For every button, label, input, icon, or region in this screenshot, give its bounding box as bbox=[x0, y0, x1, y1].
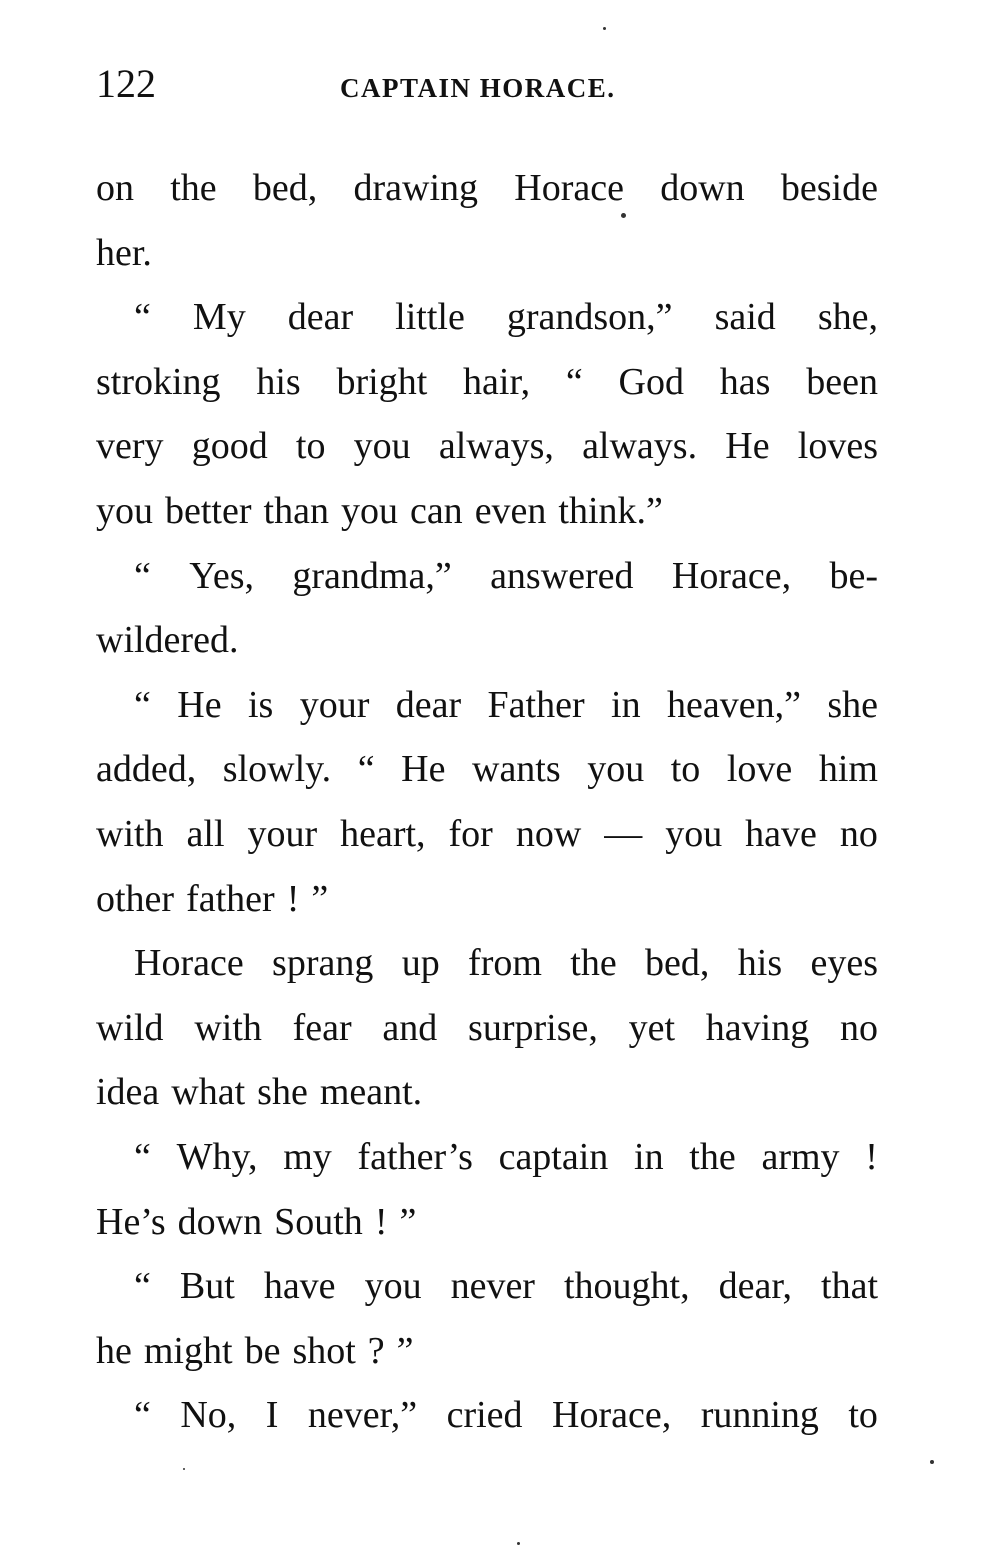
word: what bbox=[171, 1071, 246, 1114]
word: never,” bbox=[307, 1394, 418, 1437]
text-line bbox=[96, 673, 878, 738]
word: running bbox=[700, 1394, 819, 1437]
text-line bbox=[96, 996, 878, 1061]
text-line bbox=[96, 608, 878, 673]
text-line bbox=[96, 867, 878, 932]
word: even bbox=[474, 489, 547, 532]
text-line bbox=[96, 1060, 878, 1125]
word: captain bbox=[498, 1135, 609, 1178]
word: you bbox=[96, 489, 153, 532]
word: have bbox=[263, 1265, 336, 1308]
word: “ bbox=[134, 683, 151, 726]
word: sprang bbox=[272, 942, 374, 985]
word: be- bbox=[829, 554, 878, 597]
word: down bbox=[177, 1200, 263, 1243]
word: she bbox=[257, 1071, 308, 1114]
word: ! bbox=[865, 1135, 878, 1178]
word: she bbox=[827, 683, 878, 726]
word: But bbox=[179, 1265, 235, 1308]
word: good bbox=[191, 425, 268, 468]
word: wildered. bbox=[96, 619, 239, 662]
word: now bbox=[515, 812, 582, 855]
word: Horace, bbox=[552, 1394, 672, 1437]
word: down bbox=[660, 167, 745, 209]
text-line bbox=[96, 1125, 878, 1190]
scan-speck bbox=[621, 213, 626, 218]
word: meant. bbox=[319, 1071, 423, 1114]
word: ? bbox=[367, 1329, 385, 1372]
word: slowly. bbox=[222, 748, 332, 791]
word: other bbox=[96, 877, 175, 920]
word: having bbox=[705, 1006, 810, 1049]
text-line bbox=[96, 350, 878, 415]
word: South bbox=[274, 1200, 363, 1243]
word: “ bbox=[134, 1394, 151, 1437]
word: his bbox=[737, 942, 783, 985]
word: you bbox=[364, 1265, 422, 1308]
word: very bbox=[96, 425, 164, 468]
word: ! bbox=[286, 877, 300, 920]
text-line bbox=[96, 1319, 878, 1384]
word: grandma,” bbox=[292, 554, 452, 597]
word: yet bbox=[628, 1006, 676, 1049]
word: always, bbox=[438, 425, 554, 468]
word: in bbox=[634, 1135, 664, 1178]
word: He bbox=[725, 425, 770, 468]
word: surprise, bbox=[468, 1006, 598, 1049]
word: father’s bbox=[357, 1135, 473, 1178]
word: said bbox=[714, 296, 776, 339]
text-line bbox=[96, 802, 878, 867]
word: God bbox=[618, 360, 684, 403]
word: dear, bbox=[718, 1265, 792, 1308]
word: her. bbox=[96, 231, 152, 274]
word: my bbox=[283, 1135, 332, 1178]
word: father bbox=[186, 877, 275, 920]
word: “ bbox=[357, 748, 375, 791]
word: ” bbox=[311, 877, 329, 920]
word: “ bbox=[565, 360, 583, 403]
word: you bbox=[665, 812, 723, 855]
word: bright bbox=[336, 360, 428, 403]
word: in bbox=[611, 683, 641, 726]
text-line bbox=[96, 414, 878, 479]
word: Horace bbox=[514, 167, 624, 209]
word: Horace, bbox=[671, 554, 792, 597]
scan-speck bbox=[517, 1542, 520, 1545]
body-text bbox=[96, 156, 878, 1448]
word: “ bbox=[134, 1265, 151, 1308]
word: on bbox=[96, 167, 134, 209]
word: bed, bbox=[252, 167, 318, 209]
word: him bbox=[818, 748, 878, 791]
text-line bbox=[96, 156, 878, 221]
word: he bbox=[96, 1329, 132, 1372]
word: “ bbox=[134, 554, 151, 597]
word: heart, bbox=[340, 812, 426, 855]
word: answered bbox=[490, 554, 634, 597]
text-line bbox=[96, 285, 878, 350]
word: always. bbox=[582, 425, 698, 468]
word: shot bbox=[292, 1329, 356, 1372]
word: has bbox=[719, 360, 771, 403]
word: with bbox=[194, 1006, 262, 1049]
page-number: 122 bbox=[96, 61, 156, 106]
text-line bbox=[96, 931, 878, 996]
text-line bbox=[96, 1383, 878, 1448]
word: stroking bbox=[96, 360, 221, 403]
word: army bbox=[761, 1135, 840, 1178]
word: and bbox=[382, 1006, 438, 1049]
word: ” bbox=[399, 1200, 417, 1243]
word: your bbox=[299, 683, 370, 726]
word: I bbox=[265, 1394, 279, 1437]
running-title: CAPTAIN HORACE. bbox=[340, 73, 616, 103]
word: for bbox=[448, 812, 493, 855]
word: you bbox=[340, 489, 398, 532]
word: beside bbox=[780, 167, 878, 209]
word: the bbox=[570, 942, 617, 985]
word: that bbox=[821, 1265, 878, 1308]
word: the bbox=[689, 1135, 736, 1178]
word: bed, bbox=[645, 942, 710, 985]
text-line bbox=[96, 1190, 878, 1255]
word: wants bbox=[472, 748, 561, 791]
word: idea bbox=[96, 1071, 160, 1114]
word: eyes bbox=[810, 942, 878, 985]
word: is bbox=[247, 683, 274, 726]
word: Father bbox=[487, 683, 585, 726]
page-header bbox=[96, 58, 878, 118]
word: Yes, bbox=[189, 554, 255, 597]
word: to bbox=[848, 1394, 878, 1437]
word: with bbox=[96, 812, 164, 855]
word: might bbox=[143, 1329, 233, 1372]
text-line bbox=[96, 737, 878, 802]
word: — bbox=[604, 812, 643, 855]
word: than bbox=[263, 489, 329, 532]
word: you bbox=[587, 748, 645, 791]
word: hair, bbox=[463, 360, 531, 403]
word: Why, bbox=[176, 1135, 258, 1178]
word: No, bbox=[180, 1394, 237, 1437]
word: “ bbox=[134, 296, 151, 339]
word: been bbox=[806, 360, 878, 403]
word: have bbox=[745, 812, 817, 855]
word: fear bbox=[292, 1006, 352, 1049]
word: love bbox=[726, 748, 793, 791]
word: wild bbox=[96, 1006, 164, 1049]
word: you bbox=[353, 425, 411, 468]
word: his bbox=[256, 360, 301, 403]
word: My bbox=[192, 296, 246, 339]
word: your bbox=[247, 812, 318, 855]
word: He bbox=[177, 683, 222, 726]
word: dear bbox=[287, 296, 354, 339]
scan-speck bbox=[930, 1460, 934, 1464]
word: to bbox=[295, 425, 326, 468]
word: from bbox=[468, 942, 542, 985]
scan-speck bbox=[603, 27, 606, 30]
word: “ bbox=[134, 1135, 151, 1178]
word: the bbox=[170, 167, 217, 209]
word: ” bbox=[396, 1329, 414, 1372]
word: dear bbox=[395, 683, 462, 726]
word: cried bbox=[446, 1394, 523, 1437]
word: no bbox=[839, 1006, 878, 1049]
word: no bbox=[839, 812, 878, 855]
word: can bbox=[409, 489, 463, 532]
word: to bbox=[670, 748, 701, 791]
word: up bbox=[401, 942, 440, 985]
text-line bbox=[96, 544, 878, 609]
word: heaven,” bbox=[666, 683, 801, 726]
word: added, bbox=[96, 748, 197, 791]
word: never bbox=[450, 1265, 535, 1308]
word: all bbox=[186, 812, 225, 855]
word: little bbox=[395, 296, 465, 339]
word: thought, bbox=[563, 1265, 690, 1308]
word: better bbox=[165, 489, 252, 532]
scan-speck bbox=[183, 1468, 185, 1470]
word: Horace bbox=[134, 942, 244, 985]
word: drawing bbox=[353, 167, 479, 209]
word: she, bbox=[817, 296, 878, 339]
word: think.” bbox=[558, 489, 663, 532]
word: He’s bbox=[96, 1200, 166, 1243]
text-line bbox=[96, 221, 878, 286]
word: He bbox=[401, 748, 446, 791]
word: loves bbox=[797, 425, 878, 468]
word: ! bbox=[374, 1200, 388, 1243]
word: be bbox=[244, 1329, 281, 1372]
text-line bbox=[96, 1254, 878, 1319]
word: grandson,” bbox=[506, 296, 673, 339]
text-line bbox=[96, 479, 878, 544]
